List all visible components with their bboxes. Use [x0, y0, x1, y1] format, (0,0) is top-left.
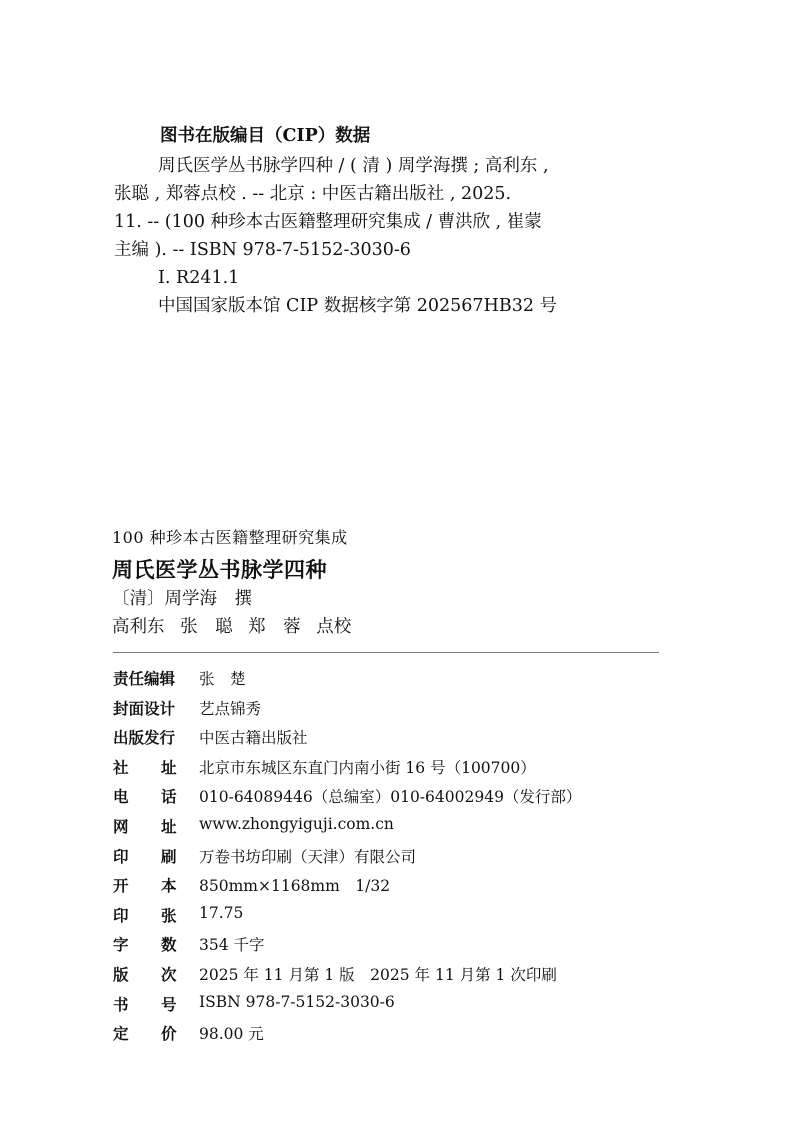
editor-line	[112, 613, 361, 638]
detail-value: www.zhongyiguji.com.cn	[199, 814, 394, 833]
cip-line: Ⅰ. R241.1	[158, 268, 240, 288]
detail-value: 17.75	[199, 903, 244, 922]
label-char: 社	[113, 757, 129, 777]
label-char: 开	[113, 876, 129, 896]
detail-value: ISBN 978-7-5152-3030-6	[199, 992, 395, 1011]
label-char: 话	[161, 787, 177, 807]
cip-record	[114, 152, 644, 320]
editor-role: 点校	[316, 617, 352, 637]
cip-line: 中国国家版本馆 CIP 数据核字第 202567HB32 号	[158, 296, 558, 316]
detail-label: 责任编辑	[113, 669, 176, 688]
label-char: 次	[161, 964, 177, 984]
label-char: 网	[113, 816, 129, 836]
cip-line: 周氏医学丛书脉学四种 / ( 清 ) 周学海撰 ; 高利东 ,	[158, 156, 549, 176]
detail-value: 354 千字	[199, 936, 265, 955]
label-char: 字	[113, 935, 129, 955]
book-title: 周氏医学丛书脉学四种	[112, 558, 327, 582]
cip-line: 主编 ). -- ISBN 978-7-5152-3030-6	[114, 240, 411, 260]
detail-value: 2025 年 11 月第 1 版 2025 年 11 月第 1 次印刷	[199, 965, 557, 984]
label-char: 电	[113, 787, 129, 807]
cip-heading: 图书在版编目（CIP）数据	[160, 126, 371, 146]
author-line: 〔清〕周学海 撰	[112, 589, 252, 609]
detail-value: 010-64089446（总编室）010-64002949（发行部）	[199, 788, 582, 807]
label-char: 张	[161, 905, 177, 925]
series-name: 100 种珍本古医籍整理研究集成	[112, 528, 348, 547]
editor-name: 高利东	[112, 617, 165, 637]
editor-name: 张 聪	[180, 617, 233, 637]
label-char: 数	[161, 935, 177, 955]
cip-line: 张聪 , 郑蓉点校 . -- 北京 : 中医古籍出版社 , 2025.	[114, 184, 512, 204]
label-char: 刷	[161, 846, 177, 866]
detail-value: 中医古籍出版社	[199, 729, 308, 748]
detail-value: 张 楚	[199, 670, 246, 688]
detail-label: 出版发行	[113, 728, 176, 748]
detail-value: 98.00 元	[199, 1025, 264, 1044]
label-char: 印	[113, 905, 129, 925]
label-char: 印	[113, 846, 129, 866]
label-char: 本	[161, 876, 177, 896]
label-char: 址	[161, 816, 177, 836]
detail-label: 封面设计	[113, 698, 176, 718]
cip-line: 11. -- (100 种珍本古医籍整理研究集成 / 曹洪欣 , 崔蒙	[114, 212, 542, 232]
detail-value: 北京市东城区东直门内南小街 16 号（100700）	[199, 758, 536, 777]
label-char: 书	[113, 994, 129, 1014]
detail-value: 万卷书坊印刷（天津）有限公司	[199, 847, 417, 866]
label-char: 版	[113, 964, 129, 984]
editor-name: 郑 蓉	[248, 617, 301, 637]
detail-value: 艺点锦秀	[199, 699, 262, 718]
label-char: 定	[113, 1024, 129, 1044]
divider-rule	[113, 652, 659, 653]
label-char: 址	[161, 757, 177, 777]
label-char: 价	[161, 1024, 177, 1044]
detail-value: 850mm×1168mm 1/32	[199, 877, 391, 896]
label-char: 号	[161, 994, 177, 1014]
